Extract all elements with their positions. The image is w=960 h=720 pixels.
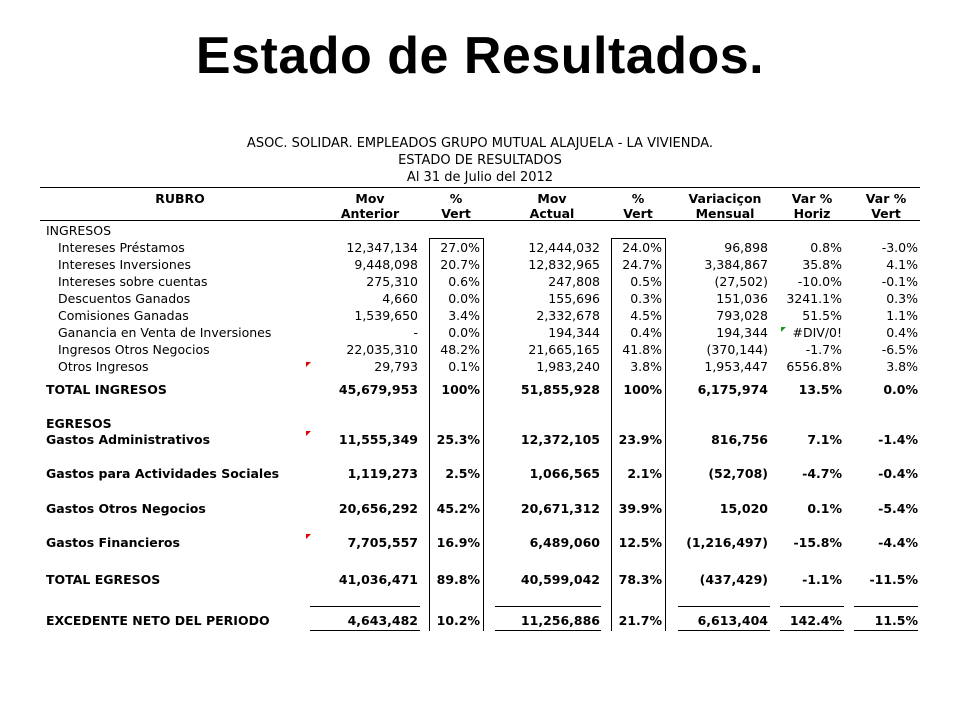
cell-p2: 41.8%	[622, 342, 662, 357]
cell-p1: 0.0%	[448, 291, 480, 306]
cell-ant: 1,119,273	[347, 466, 418, 481]
cell-vh: 3241.1%	[786, 291, 842, 306]
cell-vv: 0.3%	[886, 291, 918, 306]
income-statement-table	[40, 136, 920, 636]
cell-vv: 1.1%	[886, 308, 918, 323]
excedente-underline-3	[678, 630, 770, 631]
excedente-underline-1	[310, 630, 420, 631]
cell-var: 6,613,404	[697, 613, 768, 628]
cell-act: 51,855,928	[520, 382, 600, 397]
report-date: Al 31 de Julio del 2012	[406, 170, 554, 185]
cell-var: 15,020	[719, 501, 768, 516]
cell-act: 40,599,042	[520, 572, 600, 587]
cell-p1: 3.4%	[448, 308, 480, 323]
cell-p1: 0.0%	[448, 325, 480, 340]
cell-p2: 24.7%	[622, 257, 662, 272]
cell-p1: 0.6%	[448, 274, 480, 289]
cell-ant: 29,793	[374, 359, 418, 374]
row-label: Gastos Otros Negocios	[46, 501, 206, 516]
row-label: TOTAL EGRESOS	[46, 572, 161, 587]
row-label: Intereses Inversiones	[58, 257, 192, 272]
cell-vh: 0.8%	[810, 240, 842, 255]
cell-act: 155,696	[548, 291, 600, 306]
excedente-underline-4	[780, 630, 844, 631]
cell-vh: 35.8%	[802, 257, 842, 272]
cell-var: 96,898	[724, 240, 768, 255]
col-header-pct1: %	[449, 191, 463, 206]
section-egresos: EGRESOS	[46, 416, 112, 431]
cell-ant: 4,643,482	[347, 613, 418, 628]
col-header-mov-ant: Mov	[355, 191, 385, 206]
cell-p2: 3.8%	[630, 359, 662, 374]
cell-var: 816,756	[711, 432, 768, 447]
cell-vh: 51.5%	[802, 308, 842, 323]
cell-vv: -0.1%	[881, 274, 918, 289]
cell-ant: 11,555,349	[338, 432, 418, 447]
cell-vh: -15.8%	[793, 535, 842, 550]
report-org: ASOC. SOLIDAR. EMPLEADOS GRUPO MUTUAL ALAJUELA - LA VIVIENDA.	[246, 136, 714, 151]
cell-p2: 12.5%	[618, 535, 662, 550]
cell-vh: -4.7%	[802, 466, 842, 481]
col-header-var-horiz-2: Horiz	[793, 206, 831, 221]
cell-ant: 275,310	[366, 274, 418, 289]
cell-p2: 100%	[623, 382, 662, 397]
cell-act: 11,256,886	[520, 613, 600, 628]
cell-var: (437,429)	[699, 572, 768, 587]
report-name: ESTADO DE RESULTADOS	[398, 153, 562, 168]
cell-p2: 0.3%	[630, 291, 662, 306]
cell-ant: 4,660	[382, 291, 418, 306]
col-header-variacion: Variaciçon	[688, 191, 762, 206]
cell-vh: -1.7%	[805, 342, 842, 357]
cell-ant: 1,539,650	[354, 308, 418, 323]
cell-act: 12,372,105	[520, 432, 600, 447]
cell-ant: 20,656,292	[338, 501, 418, 516]
row-label: Intereses sobre cuentas	[58, 274, 208, 289]
cell-vv: -3.0%	[881, 240, 918, 255]
col-header-mov-ant-2: Anterior	[340, 206, 400, 221]
col-header-var-vert: Var %	[865, 191, 907, 206]
row-label: Intereses Préstamos	[58, 240, 185, 255]
cell-p1: 100%	[441, 382, 480, 397]
col-header-pct1-2: Vert	[441, 206, 471, 221]
cell-ant: -	[413, 325, 418, 340]
row-label: EXCEDENTE NETO DEL PERIODO	[46, 613, 270, 628]
cell-vh: 6556.8%	[786, 359, 842, 374]
cell-vv: -4.4%	[878, 535, 918, 550]
cell-act: 12,832,965	[528, 257, 600, 272]
row-label: Ingresos Otros Negocios	[58, 342, 210, 357]
cell-p1: 0.1%	[448, 359, 480, 374]
row-label: Gastos Administrativos	[46, 432, 211, 447]
cell-vh: -1.1%	[802, 572, 842, 587]
cell-p1: 2.5%	[445, 466, 480, 481]
cell-p2: 23.9%	[618, 432, 662, 447]
cell-vv: -0.4%	[878, 466, 918, 481]
cell-p2: 21.7%	[618, 613, 662, 628]
row-label: Ganancia en Venta de Inversiones	[58, 325, 272, 340]
col-header-mov-act-2: Actual	[529, 206, 575, 221]
col-header-pct2: %	[631, 191, 645, 206]
cell-p2: 24.0%	[622, 240, 662, 255]
cell-p1: 45.2%	[436, 501, 480, 516]
excedente-underline-2	[495, 630, 601, 631]
cell-p2: 0.4%	[630, 325, 662, 340]
pct2-box-top	[611, 238, 666, 239]
cell-vv: 4.1%	[886, 257, 918, 272]
cell-vv: -11.5%	[869, 572, 918, 587]
cell-var: 3,384,867	[704, 257, 768, 272]
col-header-rubro: RUBRO	[155, 191, 205, 206]
cell-vh: 7.1%	[807, 432, 842, 447]
col-header-pct2-2: Vert	[623, 206, 653, 221]
pct1-box-right	[483, 238, 484, 631]
cell-ant: 12,347,134	[346, 240, 418, 255]
row-label: Comisiones Ganadas	[58, 308, 189, 323]
cell-act: 2,332,678	[536, 308, 600, 323]
excedente-rule-3	[678, 606, 770, 607]
cell-var: (370,144)	[706, 342, 768, 357]
cell-ant: 41,036,471	[338, 572, 418, 587]
cell-act: 20,671,312	[520, 501, 600, 516]
cell-p2: 78.3%	[618, 572, 662, 587]
cell-var: 6,175,974	[697, 382, 768, 397]
cell-var: 194,344	[716, 325, 768, 340]
cell-vv: -1.4%	[878, 432, 918, 447]
cell-ant: 45,679,953	[338, 382, 418, 397]
cell-var: 151,036	[716, 291, 768, 306]
cell-vv: -5.4%	[878, 501, 918, 516]
cell-vh: 0.1%	[807, 501, 842, 516]
cell-vh: 13.5%	[798, 382, 842, 397]
excedente-underline-5	[854, 630, 918, 631]
cell-vv: 0.0%	[883, 382, 918, 397]
cell-act: 6,489,060	[529, 535, 600, 550]
cell-p2: 0.5%	[630, 274, 662, 289]
cell-act: 12,444,032	[528, 240, 600, 255]
cell-vv: 0.4%	[886, 325, 918, 340]
cell-ant: 22,035,310	[346, 342, 418, 357]
cell-act: 21,665,165	[528, 342, 600, 357]
cell-ant: 9,448,098	[354, 257, 418, 272]
cell-p1: 89.8%	[436, 572, 480, 587]
col-header-variacion-2: Mensual	[695, 206, 755, 221]
cell-vv: 3.8%	[886, 359, 918, 374]
cell-vh: -10.0%	[797, 274, 842, 289]
cell-act: 1,983,240	[536, 359, 600, 374]
comment-flag-icon	[306, 534, 311, 539]
comment-flag-icon	[306, 362, 311, 367]
cell-p1: 10.2%	[436, 613, 480, 628]
cell-var: 793,028	[716, 308, 768, 323]
cell-p1: 25.3%	[436, 432, 480, 447]
row-label: Otros Ingresos	[58, 359, 149, 374]
col-header-mov-act: Mov	[537, 191, 567, 206]
cell-var: 1,953,447	[704, 359, 768, 374]
row-label: Gastos Financieros	[46, 535, 180, 550]
pct1-box-top	[429, 238, 484, 239]
excedente-rule-4	[780, 606, 844, 607]
pct2-box-right	[665, 238, 666, 631]
cell-p2: 4.5%	[630, 308, 662, 323]
cell-ant: 7,705,557	[347, 535, 418, 550]
cell-p1: 16.9%	[436, 535, 480, 550]
cell-var: (27,502)	[714, 274, 768, 289]
cell-p2: 2.1%	[627, 466, 662, 481]
cell-p1: 27.0%	[440, 240, 480, 255]
cell-vv: 11.5%	[874, 613, 918, 628]
section-ingresos: INGRESOS	[46, 223, 112, 238]
cell-p1: 48.2%	[440, 342, 480, 357]
row-label: Descuentos Ganados	[58, 291, 191, 306]
comment-flag-icon	[306, 431, 311, 436]
cell-p1: 20.7%	[440, 257, 480, 272]
col-header-var-vert-2: Vert	[871, 206, 901, 221]
cell-var: (52,708)	[708, 466, 768, 481]
cell-act: 194,344	[548, 325, 600, 340]
cell-act: 247,808	[548, 274, 600, 289]
cell-vh: #DIV/0!	[792, 325, 842, 340]
cell-var: (1,216,497)	[686, 535, 768, 550]
cell-act: 1,066,565	[529, 466, 600, 481]
header-top-rule	[40, 187, 920, 188]
col-header-var-horiz: Var %	[791, 191, 833, 206]
excedente-rule-1	[310, 606, 420, 607]
cell-vh: 142.4%	[789, 613, 842, 628]
excedente-rule-2	[495, 606, 601, 607]
excedente-rule-5	[854, 606, 918, 607]
row-label: TOTAL INGRESOS	[46, 382, 167, 397]
row-label: Gastos para Actividades Sociales	[46, 466, 280, 481]
cell-p2: 39.9%	[618, 501, 662, 516]
slide-title: Estado de Resultados.	[195, 27, 765, 85]
cell-vv: -6.5%	[881, 342, 918, 357]
